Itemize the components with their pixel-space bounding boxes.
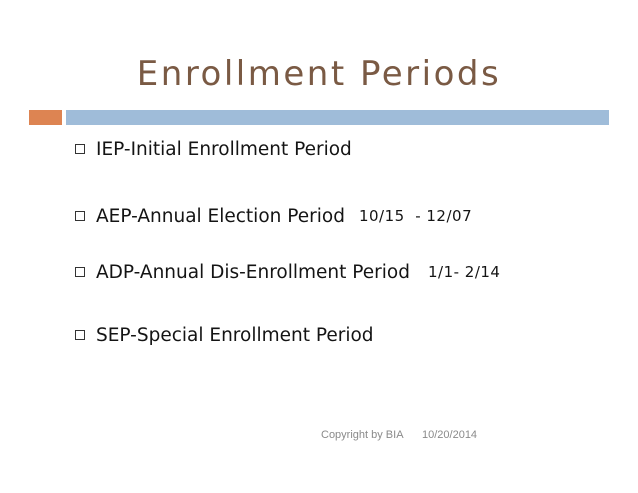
accent-bar-orange (29, 110, 62, 125)
bullet-label: ADP-Annual Dis-Enrollment Period (96, 261, 410, 283)
footer-copyright: Copyright by BIA (321, 429, 404, 441)
bullet-item-iep (75, 134, 352, 164)
square-bullet-icon (75, 330, 85, 340)
square-bullet-icon (75, 267, 85, 277)
footer-date: 10/20/2014 (422, 429, 478, 441)
bullet-label: SEP-Special Enrollment Period (96, 324, 374, 346)
bullet-item-aep (75, 201, 472, 231)
accent-bar-blue (66, 110, 609, 125)
bullet-label: IEP-Initial Enrollment Period (96, 138, 352, 160)
bullet-date: 10/15 - 12/07 (358, 207, 473, 225)
square-bullet-icon (75, 211, 85, 221)
bullet-label: AEP-Annual Election Period (96, 205, 345, 227)
square-bullet-icon (75, 144, 85, 154)
bullet-date: 1/1- 2/14 (427, 263, 501, 281)
bullet-item-sep (75, 320, 374, 350)
bullet-item-adp (75, 257, 500, 287)
slide-title: Enrollment Periods (136, 54, 502, 94)
